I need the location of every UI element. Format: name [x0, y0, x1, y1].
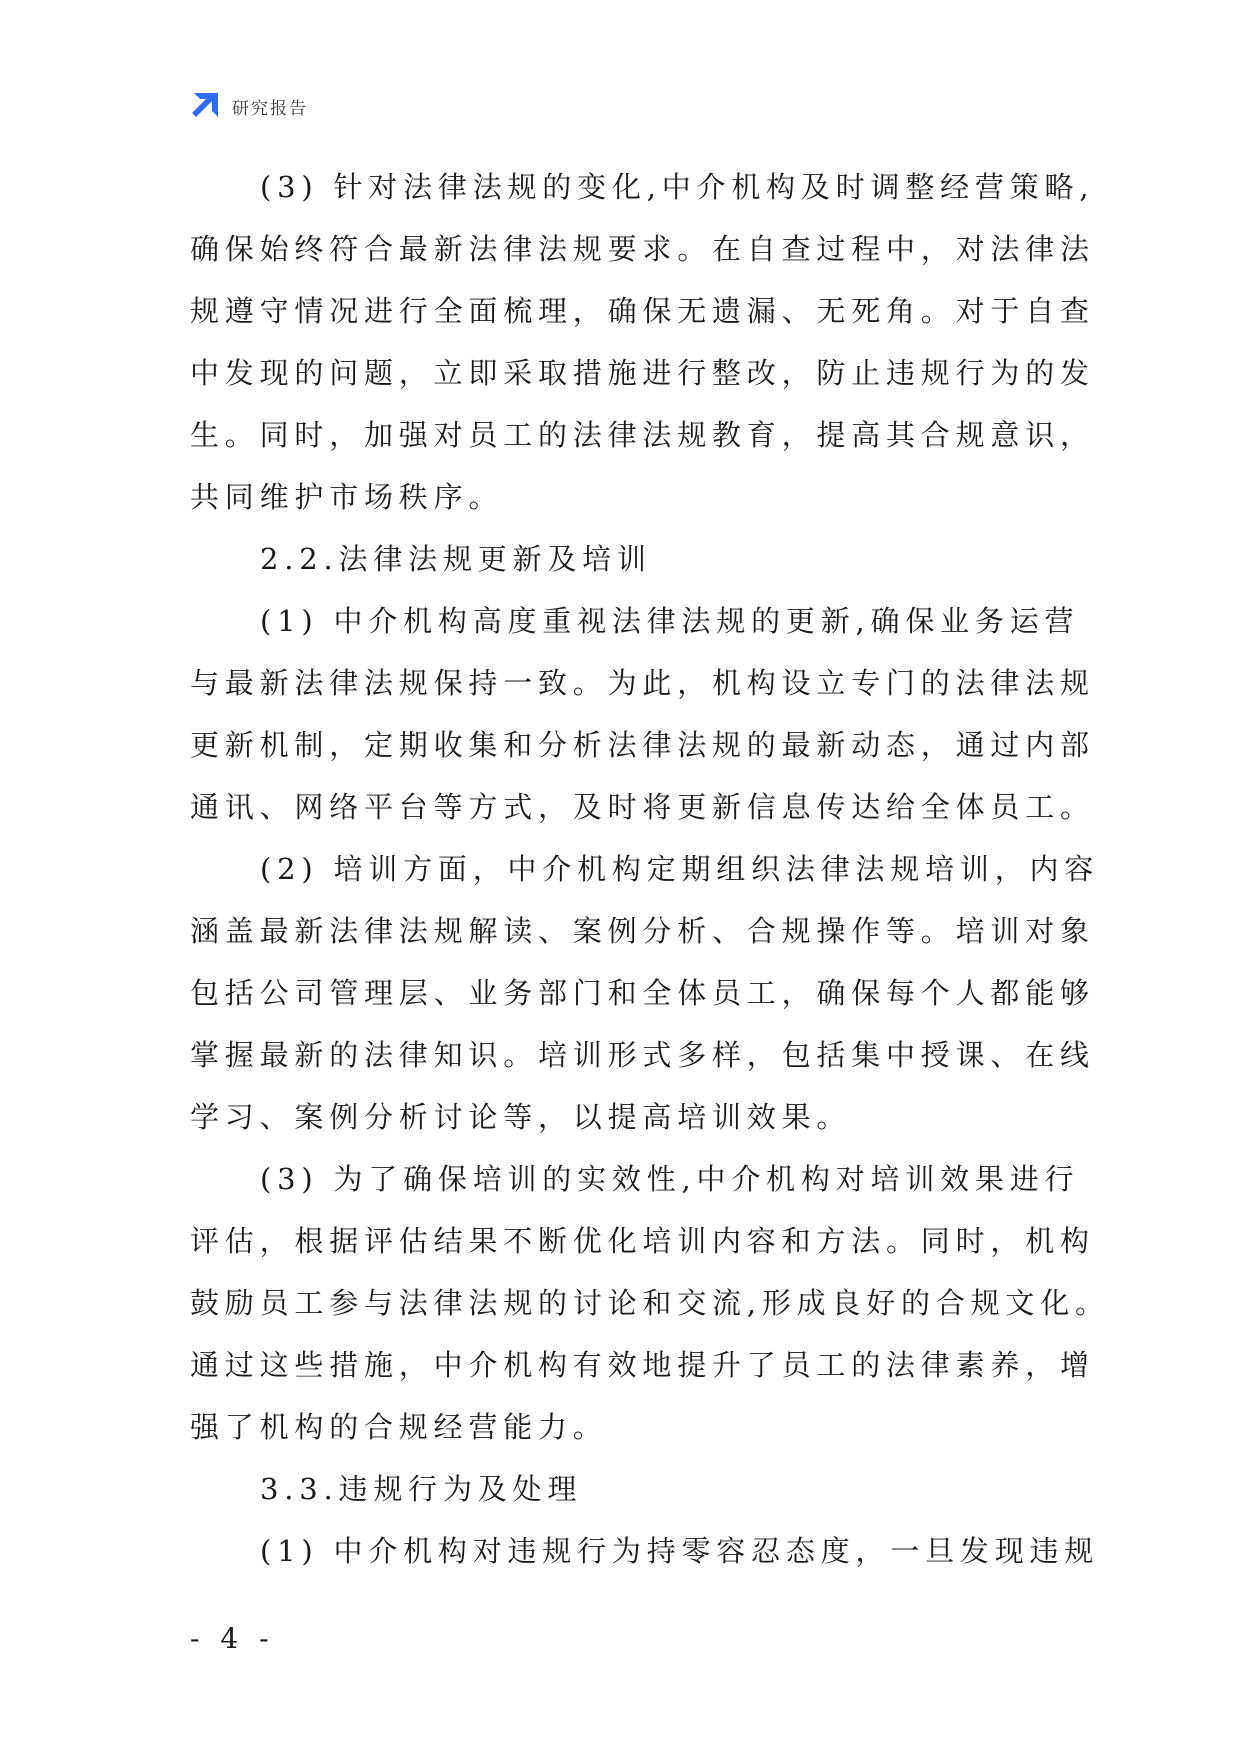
text-line: (1) 中介机构高度重视法律法规的更新,确保业务运营 — [260, 604, 1080, 638]
text-line: (3) 针对法律法规的变化,中介机构及时调整经营策略, — [260, 170, 1095, 204]
text-line: 3.3.违规行为及处理 — [260, 1472, 583, 1506]
text-line: 生。同时，加强对员工的法律法规教育，提高其合规意识， — [190, 418, 1095, 452]
text-line: 鼓励员工参与法律法规的讨论和交流,形成良好的合规文化。 — [190, 1286, 1110, 1320]
text-line: 学习、案例分析讨论等，以提高培训效果。 — [190, 1100, 852, 1134]
text-line: 2.2.法律法规更新及培训 — [260, 542, 652, 576]
text-line: 共同维护市场秩序。 — [190, 480, 504, 514]
header-title: 研究报告 — [232, 98, 308, 119]
text-line: 通过这些措施，中介机构有效地提升了员工的法律素养，增 — [190, 1348, 1095, 1382]
text-line: (1) 中介机构对违规行为持零容忍态度，一旦发现违规 — [260, 1534, 1100, 1568]
text-line: 评估，根据评估结果不断优化培训内容和方法。同时，机构 — [190, 1224, 1095, 1258]
text-line: 包括公司管理层、业务部门和全体员工，确保每个人都能够 — [190, 976, 1095, 1010]
text-line: 确保始终符合最新法律法规要求。在自查过程中，对法律法 — [190, 232, 1095, 266]
document-body — [190, 156, 1110, 1582]
text-line: 掌握最新的法律知识。培训形式多样，包括集中授课、在线 — [190, 1038, 1095, 1072]
text-line: (2) 培训方面，中介机构定期组织法律法规培训，内容 — [260, 852, 1100, 886]
report-header — [190, 88, 308, 124]
text-line: 规遵守情况进行全面梳理，确保无遗漏、无死角。对于自查 — [190, 294, 1095, 328]
text-line: 与最新法律法规保持一致。为此，机构设立专门的法律法规 — [190, 666, 1095, 700]
page-number: - 4 - — [190, 1622, 275, 1655]
text-line: 中发现的问题，立即采取措施进行整改，防止违规行为的发 — [190, 356, 1095, 390]
text-line: 更新机制，定期收集和分析法律法规的最新动态，通过内部 — [190, 728, 1095, 762]
arrow-up-right-icon — [190, 91, 220, 121]
text-line: (3) 为了确保培训的实效性,中介机构对培训效果进行 — [260, 1162, 1080, 1196]
text-line: 通讯、网络平台等方式，及时将更新信息传达给全体员工。 — [190, 790, 1095, 824]
text-line: 强了机构的合规经营能力。 — [190, 1410, 608, 1444]
text-line: 涵盖最新法律法规解读、案例分析、合规操作等。培训对象 — [190, 914, 1095, 948]
